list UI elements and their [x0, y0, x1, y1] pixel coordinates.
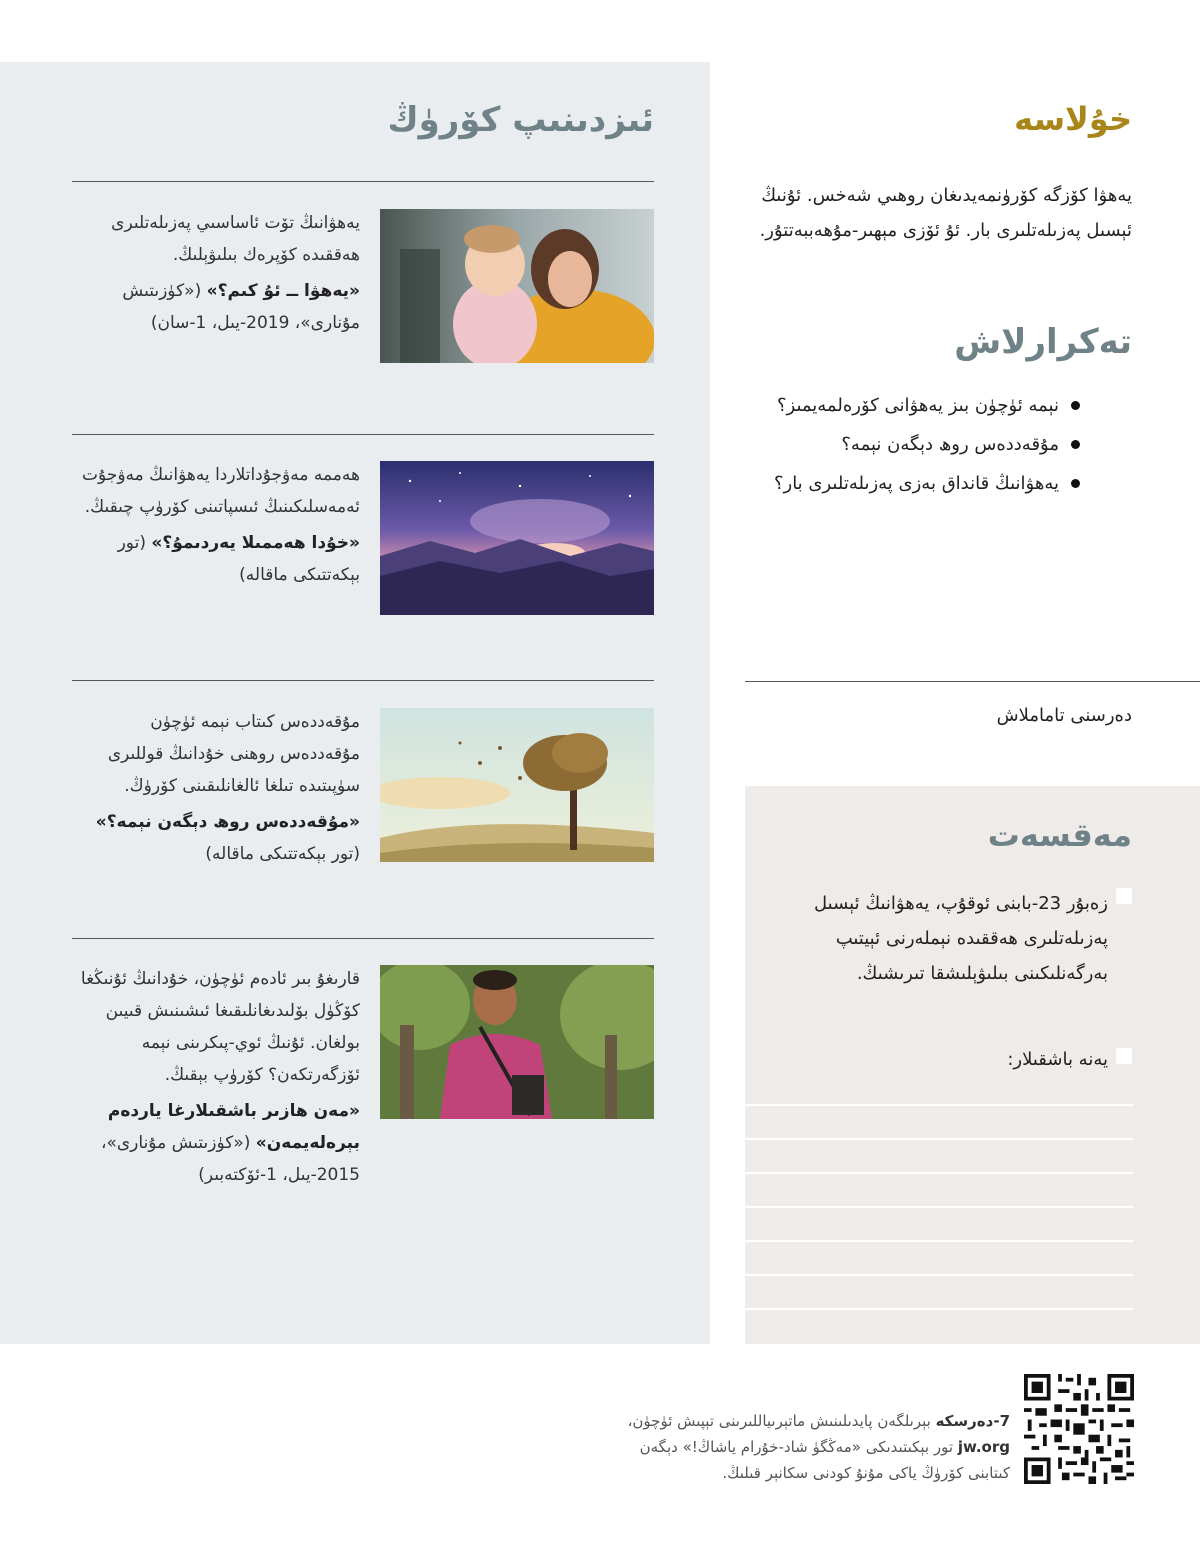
other-goal-label: يەنە باشقىلار: [1007, 1049, 1108, 1070]
tree-in-wind-illustration [380, 708, 654, 862]
item-source: (تور بېكەتتىكى ماقالە) [117, 533, 360, 585]
explore-item [70, 706, 360, 870]
writing-line[interactable] [745, 1138, 1133, 1140]
writing-line[interactable] [745, 1172, 1133, 1174]
footer-line3: كىتابنى كۆرۈڭ ياكى مۇنۇ كودنى سكانېر قىلىڭ. [722, 1464, 1010, 1482]
young-man-portrait-photo [380, 965, 654, 1119]
footer-line2: تور بېكىتىدىكى «مەڭگۈ شاد-خۇرام ياشاڭ!» دېگەن [639, 1438, 958, 1456]
article-link[interactable]: «خۇدا ھەممىلا يەردىمۇ؟» [151, 533, 360, 553]
explore-item [70, 963, 360, 1191]
writing-line[interactable] [745, 1308, 1133, 1310]
goal-box [745, 786, 1200, 1344]
footer-site-link[interactable]: jw.org [957, 1438, 1010, 1456]
item-source: («كۈزىتىش مۇنارى»، 2019-يىل، 1-سان) [122, 281, 360, 333]
article-link[interactable]: «مۇقەددەس روھ دېگەن نېمە؟» [95, 812, 360, 832]
starry-sunset-mountains-photo [380, 461, 654, 615]
explore-item [70, 459, 360, 591]
article-link[interactable]: «يەھۋا ــ ئۇ كىم؟» [206, 281, 360, 301]
item-description: يەھۋانىڭ تۆت ئاساسىي پەزىلەتلىرى ھەققىدە كۆپرەك بىلىۋېلىڭ. [111, 213, 360, 265]
writing-line[interactable] [745, 1206, 1133, 1208]
writing-line[interactable] [745, 1104, 1133, 1106]
goal-checkbox[interactable] [1116, 888, 1132, 904]
review-list [745, 386, 1085, 503]
item-source: («كۈزىتىش مۇنارى»، 2015-يىل، 1-ئۆكتەبىر) [100, 1133, 360, 1185]
article-link[interactable]: «مەن ھازىر باشقىلارغا ياردەم بېرەلەيمەن» [107, 1101, 360, 1153]
item-description: قارىغۇ بىر ئادەم ئۈچۈن، خۇدانىڭ ئۇنىڭغا كۆڭۈل بۆلىدىغانلىقىغا ئىشىنىش قىيىن بولغان. ئۇنىڭ ئوي-پىكرىنى نېمە ئۆزگەرتكەن؟ كۆرۈپ بېقىڭ. [80, 969, 360, 1085]
summary-title: خۇلاسە [1014, 100, 1132, 138]
explore-item [70, 207, 360, 339]
divider [72, 181, 654, 182]
writing-line[interactable] [745, 1240, 1133, 1242]
review-question: نېمە ئۈچۈن بىز يەھۋانى كۆرەلمەيمىز؟ [745, 386, 1085, 425]
footer-lesson: 7-دەرسكە [935, 1412, 1010, 1430]
footer-note [560, 1408, 1010, 1486]
goal-title: مەقسەت [987, 816, 1132, 854]
explore-title: ئىزدىنىپ كۆرۈڭ [387, 100, 654, 140]
writing-line[interactable] [745, 1274, 1133, 1276]
divider [72, 938, 654, 939]
item-description: مۇقەددەس كىتاب نېمە ئۈچۈن مۇقەددەس روھنى خۇدانىڭ قوللىرى سۈپىتىدە تىلغا ئالغانلىقىنى كۆرۈڭ. [107, 712, 360, 796]
review-question: مۇقەددەس روھ دېگەن نېمە؟ [745, 425, 1085, 464]
review-title: تەكرارلاش [954, 322, 1132, 362]
divider [72, 680, 654, 681]
footer-line1: بېرىلگەن پايدىلىنىش ماتېرىياللىرىنى تېپىش ئۈچۈن، [627, 1412, 936, 1430]
summary-text: يەھۋا كۆزگە كۆرۈنمەيدىغان روھىي شەخس. ئۇنىڭ ئېسىل پەزىلەتلىرى بار. ئۇ ئۆزى مېھىر-مۇھەببەتتۇر. [759, 185, 1132, 241]
item-description: ھەممە مەۋجۇداتلاردا يەھۋانىڭ مەۋجۇت ئەمەسلىكىنىڭ ئىسپاتىنى كۆرۈپ چىقىڭ. [82, 465, 360, 517]
other-goal-checkbox[interactable] [1116, 1048, 1132, 1064]
goal-text: زەبۇر 23-بابنى ئوقۇپ، يەھۋانىڭ ئېسىل پەزىلەتلىرى ھەققىدە نېملەرنى ئېيتىپ بەرگەنلىكىنى بىلىۋېلىشقا تىرىشىڭ. [814, 893, 1108, 984]
divider [745, 681, 1200, 682]
item-source: (تور بېكەتتىكى ماقالە) [205, 844, 360, 864]
qr-code-icon[interactable] [1024, 1374, 1134, 1484]
review-question: يەھۋانىڭ قانداق بەزى پەزىلەتلىرى بار؟ [745, 464, 1085, 503]
divider [72, 434, 654, 435]
mother-baby-photo [380, 209, 654, 363]
lesson-complete-label: دەرسنى تاماملاش [996, 705, 1132, 726]
